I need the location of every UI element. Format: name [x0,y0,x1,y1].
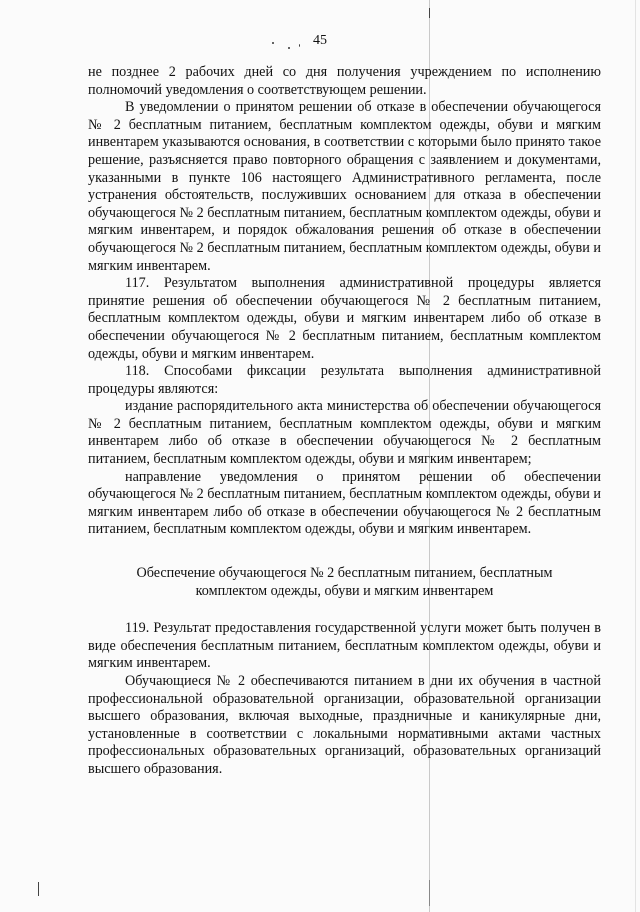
paragraph: 118. Способами фиксации результата выполнения административной процедуры являются: [88,363,601,397]
document-body [88,64,601,779]
paragraph: издание распорядительного акта министерства об обеспечении обучающегося № 2 бесплатным питанием, бесплатным комплектом одежды, обуви и мягким инвентарем либо об отказе в обеспечении обучающегося № 2 бесплатным питанием, бесплатным комплектом одежды, обуви и мягким инвентарем; [88,398,601,468]
paragraph: 119. Результат предоставления государственной услуги может быть получен в виде обеспечения бесплатным питанием, бесплатным комплектом одежды, обуви и мягким инвентарем. [88,620,601,672]
paragraph: направление уведомления о принятом решении об обеспечении обучающегося № 2 бесплатным питанием, бесплатным комплектом одежды, обуви и мягким инвентарем либо об отказе в обеспечении обучающегося № 2 бесплатным питанием, бесплатным комплектом одежды, обуви и мягким инвентарем. [88,468,601,538]
page-number: 45 [313,33,327,48]
scan-mark [429,8,430,18]
section-heading: Обеспечение обучающегося № 2 бесплатным питанием, бесплатным комплектом одежды, обуви и мягким инвентарем [136,565,553,599]
paragraph: В уведомлении о принятом решении об отказе в обеспечении обучающегося № 2 бесплатным питанием, бесплатным комплектом одежды, обуви и мягким инвентарем указываются основания, в соответствии с которыми было принято такое решение, разъясняется право повторного обращения с заявлением и документами, указанными в пункте 106 настоящего Административного регламента, после устранения обстоятельств, послуживших основанием для отказа в обеспечении обучающегося № 2 бесплатным питанием, бесплатным комплектом одежды, обуви и мягким инвентарем, и порядок обжалования решения об отказе в обеспечении обучающегося № 2 бесплатным питанием, бесплатным комплектом одежды, обуви и мягким инвентарем. [88,99,601,274]
paragraph: не позднее 2 рабочих дней со дня получения учреждением по исполнению полномочий уведомления о соответствующем решении. [88,64,601,98]
scan-mark [38,882,39,896]
paragraph: 117. Результатом выполнения административной процедуры является принятие решения об обеспечении обучающегося № 2 бесплатным питанием, бесплатным комплектом одежды, обуви и мягким инвентарем либо об отказе в обеспечении обучающегося № 2 бесплатным питанием, бесплатным комплектом одежды, обуви и мягким инвентарем. [88,275,601,362]
scan-edge-line [635,0,636,912]
paragraph: Обучающиеся № 2 обеспечиваются питанием в дни их обучения в частной профессиональной образовательной организации, образовательной организации высшего образования, включая выходные, праздничные и каникулярные дни, установленные в соответствии с локальными нормативными актами частных профессиональных образовательных организаций, образовательных организаций высшего образования. [88,673,601,777]
scan-mark [429,880,430,906]
